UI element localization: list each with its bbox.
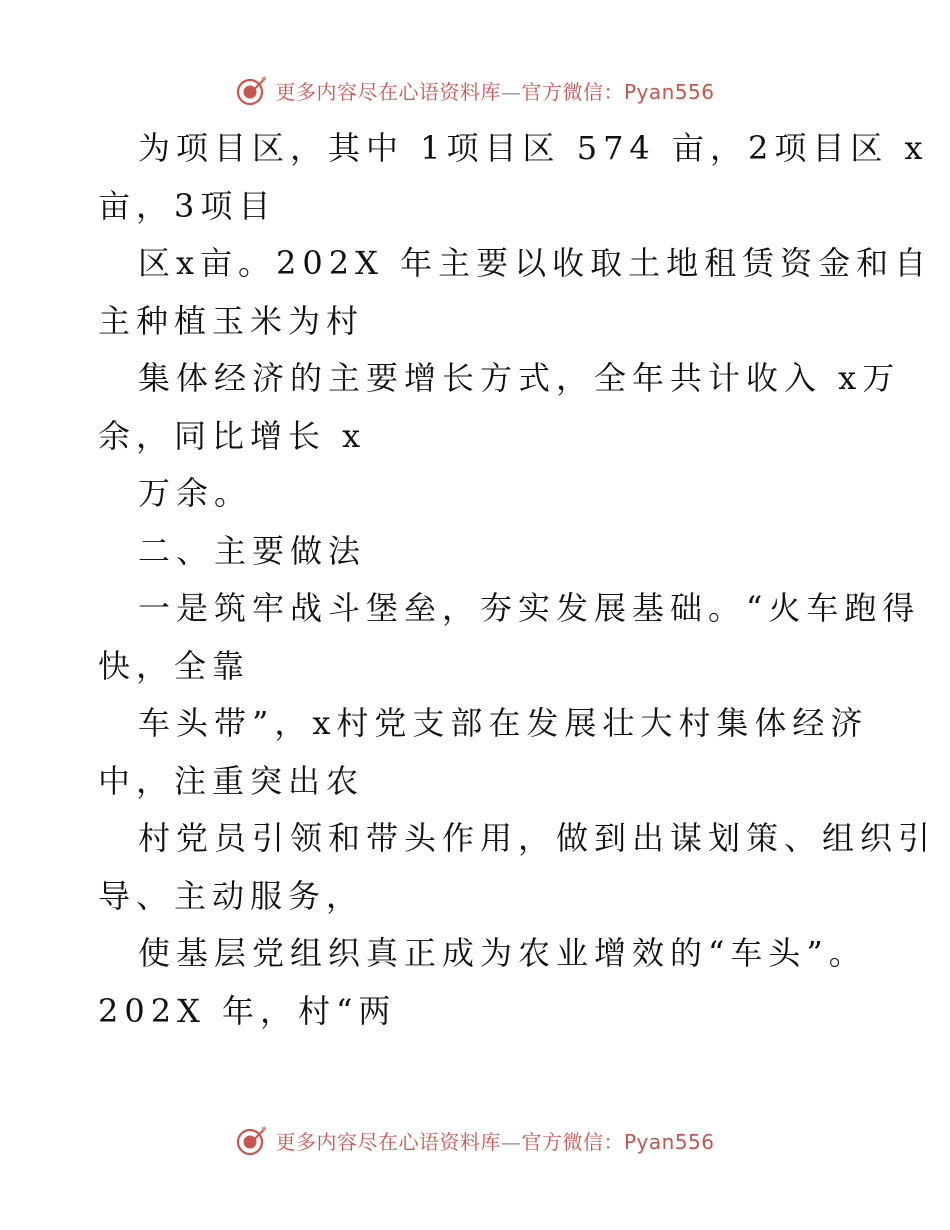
body-line-16: 202X 年，村“两 — [98, 991, 397, 1030]
body-line-14: 导、主动服务， — [98, 876, 365, 915]
section-heading: 二、主要做法 — [138, 531, 367, 570]
body-line-1: 为项目区，其中 1项目区 574 亩，2项目区 x — [138, 129, 929, 167]
body-line-9: 一是筑牢战斗堡垒，夯实发展基础。“火车跑得 — [138, 589, 921, 627]
header-banner — [0, 70, 950, 110]
banner-text: 更多内容尽在心语资料库—官方微信：Pyan556 — [275, 1129, 715, 1154]
document-body — [98, 120, 937, 1040]
body-line-10: 快，全靠 — [98, 646, 251, 685]
banner-text: 更多内容尽在心语资料库—官方微信：Pyan556 — [275, 79, 715, 104]
body-line-12: 中，注重突出农 — [98, 761, 365, 800]
quill-pen-logo-icon — [235, 73, 269, 107]
body-line-13: 村党员引领和带头作用，做到出谋划策、组织引 — [138, 819, 937, 857]
body-line-6: 余，同比增长 x — [98, 416, 367, 455]
body-line-2: 亩，3项目 — [98, 186, 277, 225]
body-line-7: 万余。 — [138, 474, 253, 512]
body-line-4: 主种植玉米为村 — [98, 301, 365, 340]
body-line-3: 区x亩。202X 年主要以收取土地租赁资金和自 — [138, 244, 933, 282]
quill-pen-logo-icon — [235, 1123, 269, 1157]
body-line-5: 集体经济的主要增长方式，全年共计收入 x万 — [138, 359, 901, 397]
footer-banner — [0, 1120, 950, 1160]
body-line-11: 车头带”，x村党支部在发展壮大村集体经济 — [138, 704, 869, 742]
body-line-15: 使基层党组织真正成为农业增效的“车头”。 — [138, 934, 867, 972]
